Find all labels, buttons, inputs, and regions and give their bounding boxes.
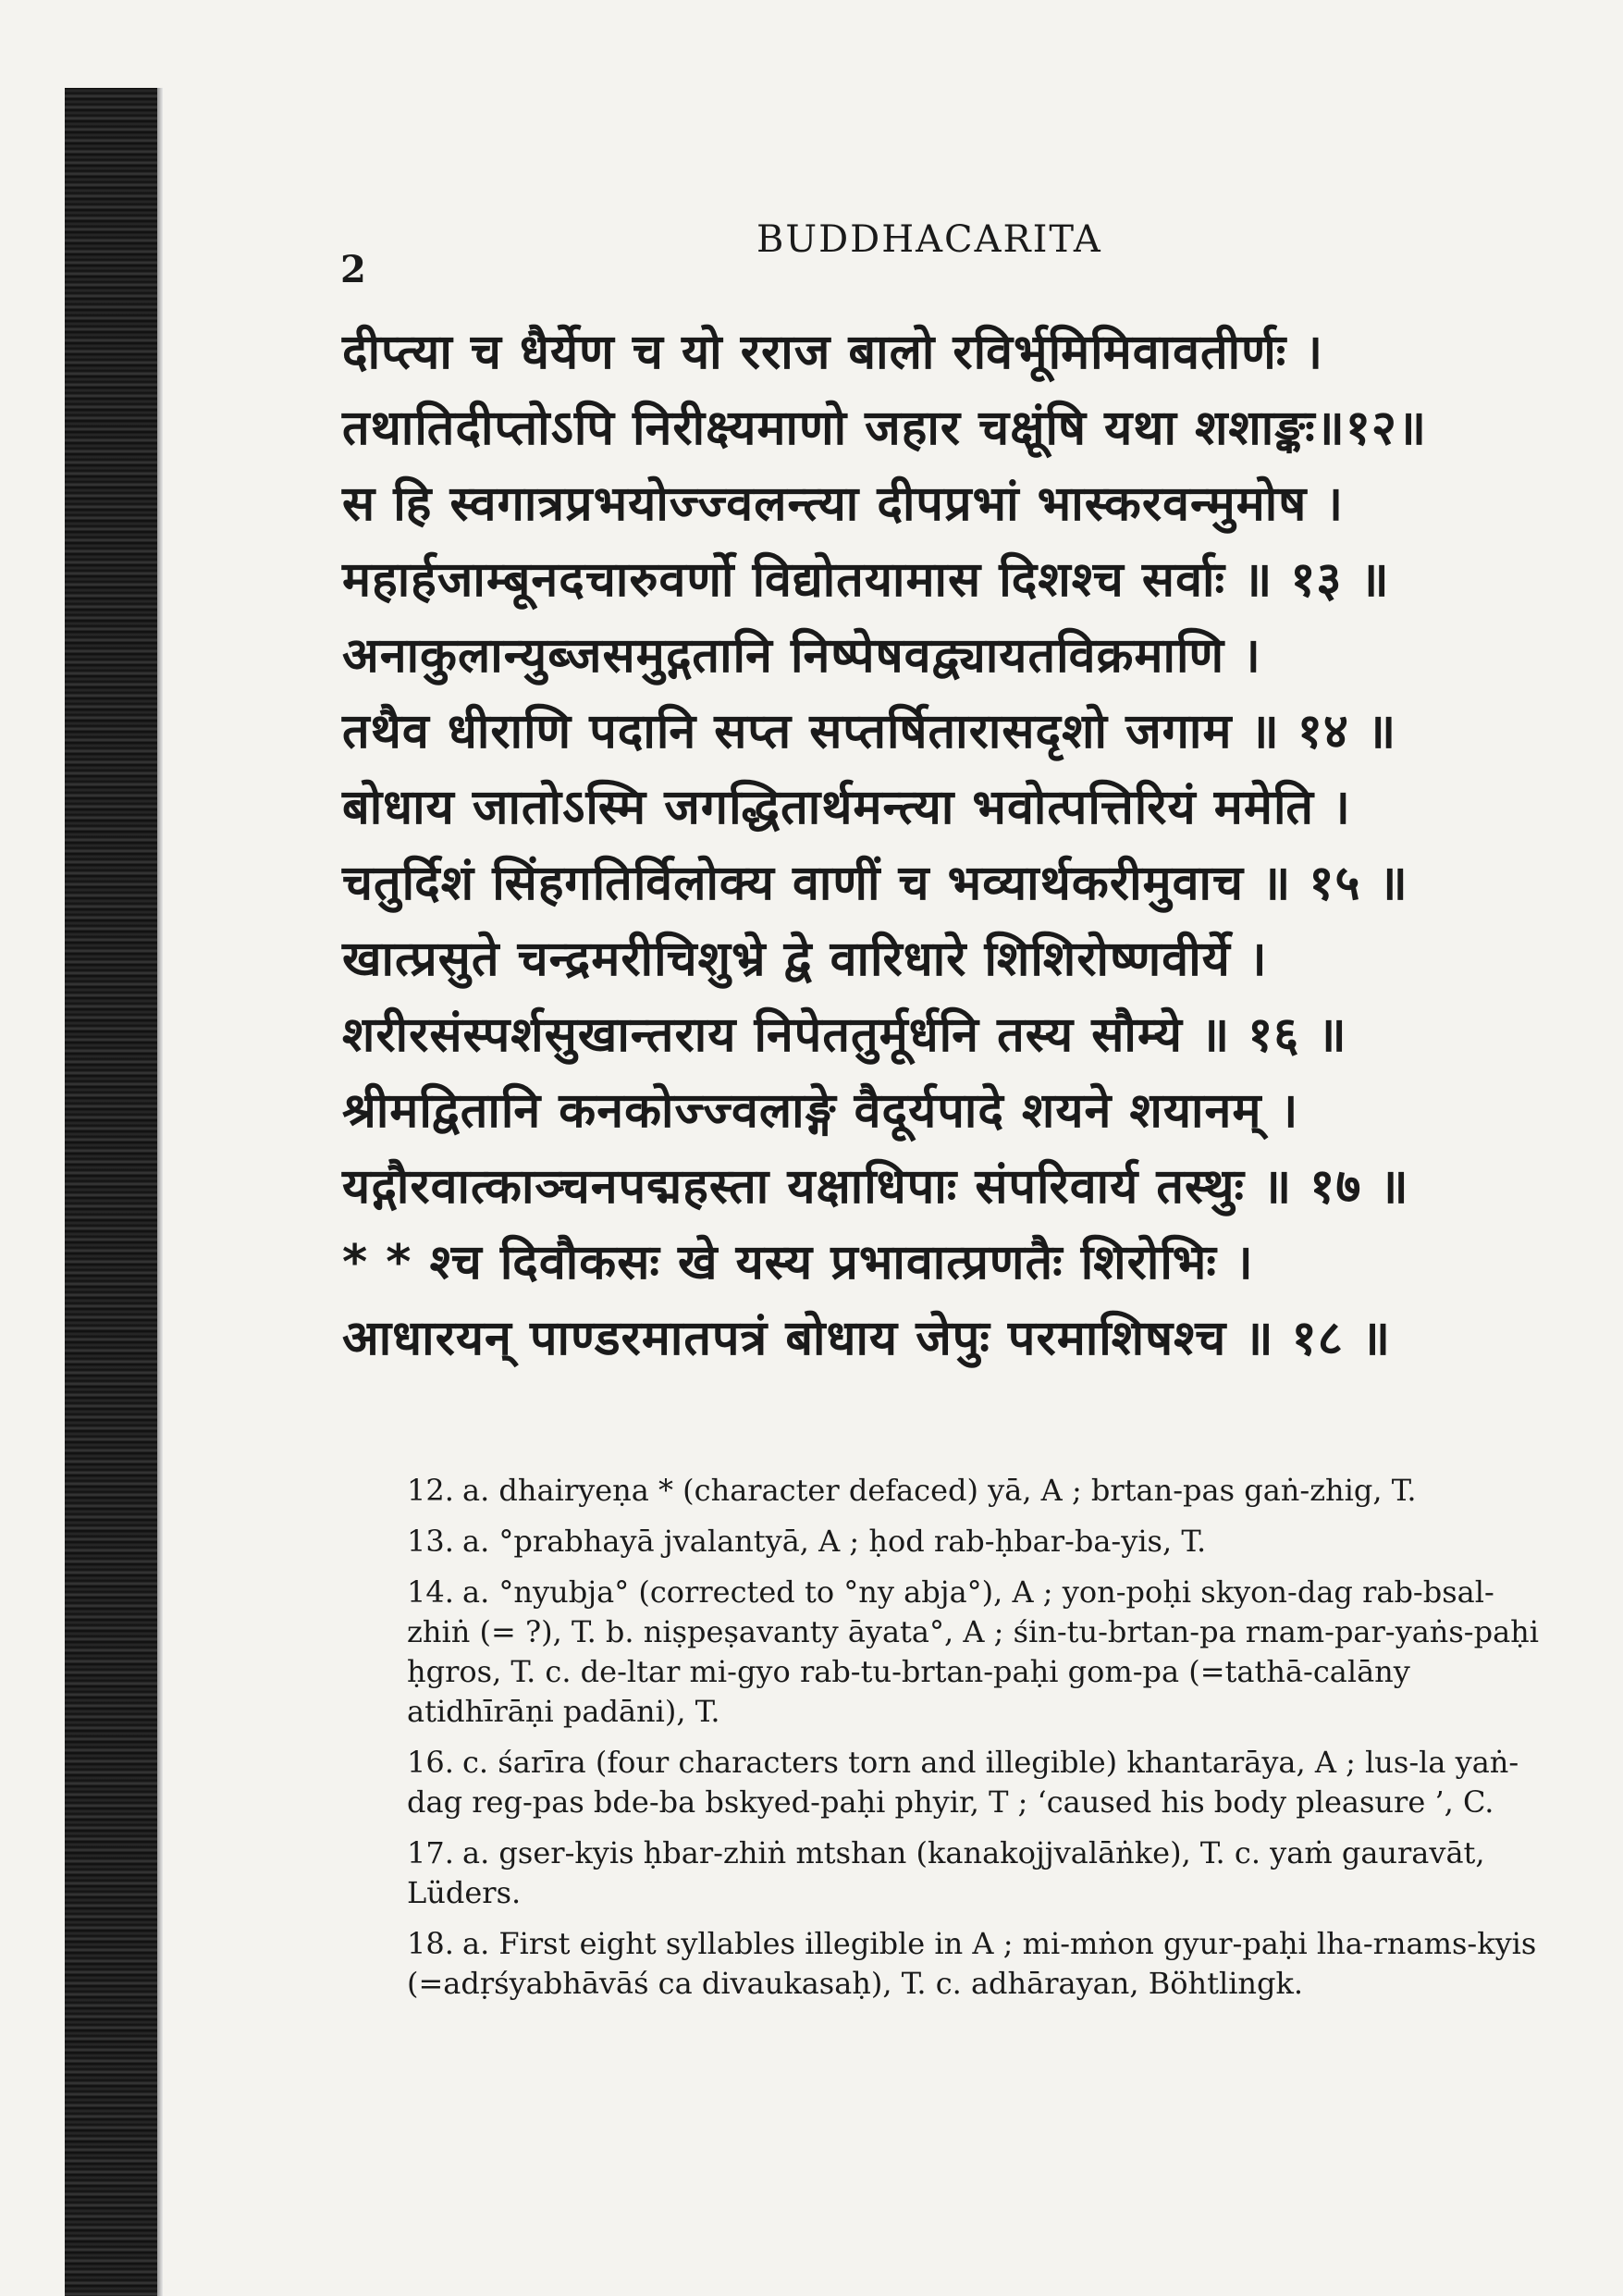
verse-line: महार्हजाम्बूनदचारुवर्णो विद्योतयामास दिशश्च सर्वाः ॥ १३ ॥ <box>342 552 1390 608</box>
verse-line: शरीरसंस्पर्शसुखान्तराय निपेततुर्मूर्धनि तस्य सौम्ये ॥ १६ ॥ <box>342 1007 1347 1063</box>
note-12 <box>407 1471 1544 1511</box>
verse-line: * * श्च दिवौकसः खे यस्य प्रभावात्प्रणतैः शिरोभिः । <box>342 1235 1254 1290</box>
note-14 <box>407 1573 1544 1732</box>
note-13 <box>407 1522 1544 1562</box>
verse-line: चतुर्दिशं सिंहगतिर्विलोक्य वाणीं च भव्यार्थकरीमुवाच ॥ १५ ॥ <box>342 856 1408 911</box>
verse-line: तथैव धीराणि पदानि सप्त सप्तर्षितारासदृशो जगाम ॥ १४ ॥ <box>342 704 1397 759</box>
running-title: BUDDHACARITA <box>756 218 1102 261</box>
note-number: 17. <box>407 1835 454 1870</box>
binding-edge <box>157 88 163 2296</box>
note-number: 14. <box>407 1574 454 1610</box>
critical-notes <box>407 1471 1544 2015</box>
note-text: a. gser-kyis ḥbar-zhiṅ mtshan (kanakojjvalāṅke), T. c. yaṁ gauravāt, Lüders. <box>407 1835 1485 1910</box>
verse-line: तथातिदीप्तोऽपि निरीक्ष्यमाणो जहार चक्षूंषि यथा शशाङ्कः॥१२॥ <box>342 401 1428 456</box>
note-text: c. śarīra (four characters torn and illegible) khantarāya, A ; lus-la yaṅ-dag reg-pas bde-ba bskyed-paḥi phyir, T ; ‘caused his body pleasure ’, C. <box>407 1745 1519 1820</box>
note-18 <box>407 1924 1544 2004</box>
verse-line: श्रीमद्वितानि कनकोज्ज्वलाङ्गे वैदूर्यपादे शयने शयानम् । <box>342 1083 1299 1139</box>
note-number: 13. <box>407 1524 454 1559</box>
verse-line: स हि स्वगात्रप्रभयोज्ज्वलन्त्या दीपप्रभां भास्करवन्मुमोष । <box>342 476 1345 532</box>
page-number: 2 <box>340 248 366 291</box>
note-number: 16. <box>407 1745 454 1780</box>
binding-shadow <box>65 88 157 2296</box>
note-16 <box>407 1743 1544 1822</box>
note-number: 12. <box>407 1473 454 1508</box>
note-17 <box>407 1833 1544 1913</box>
note-number: 18. <box>407 1926 454 1961</box>
verse-line: दीप्त्या च धैर्येण च यो रराज बालो रविर्भूमिमिवावतीर्णः । <box>342 325 1324 380</box>
note-text: a. First eight syllables illegible in A ; mi-mṅon gyur-paḥi lha-rnams-kyis (=adṛśyabhāvāś ca divaukasaḥ), T. c. adhārayan, Böhtlingk. <box>407 1926 1537 2001</box>
note-text: a. °prabhayā jvalantyā, A ; ḥod rab-ḥbar-ba-yis, T. <box>462 1524 1207 1559</box>
sanskrit-verses <box>342 315 1563 1376</box>
verse-line: बोधाय जातोऽस्मि जगद्धितार्थमन्त्या भवोत्पत्तिरियं ममेति । <box>342 780 1351 835</box>
verse-line: खात्प्रसुते चन्द्रमरीचिशुभ्रे द्वे वारिधारे शिशिरोष्णवीर्ये । <box>342 932 1268 987</box>
note-text: a. °nyubja° (corrected to °ny abja°), A ; yon-poḥi skyon-dag rab-bsal-zhiṅ (= ?), T. b. niṣpeṣavanty āyata°, A ; śin-tu-brtan-pa rnam-par-yaṅs-paḥi ḥgros, T. c. de-ltar mi-gyo rab-tu-brtan-paḥi gom-pa (=tathā-calāny atidhīrāṇi padāni), T. <box>407 1574 1540 1729</box>
verse-line: आधारयन् पाण्डरमातपत्रं बोधाय जेपुः परमाशिषश्च ॥ १८ ॥ <box>342 1311 1391 1366</box>
verse-line: यद्गौरवात्काञ्चनपद्महस्ता यक्षाधिपाः संपरिवार्य तस्थुः ॥ १७ ॥ <box>342 1159 1409 1215</box>
verse-line: अनाकुलान्युब्जसमुद्गतानि निष्पेषवद्व्यायतविक्रमाणि । <box>342 628 1261 684</box>
note-text: a. dhairyeṇa * (character defaced) yā, A ; brtan-pas gaṅ-zhig, T. <box>462 1473 1417 1508</box>
